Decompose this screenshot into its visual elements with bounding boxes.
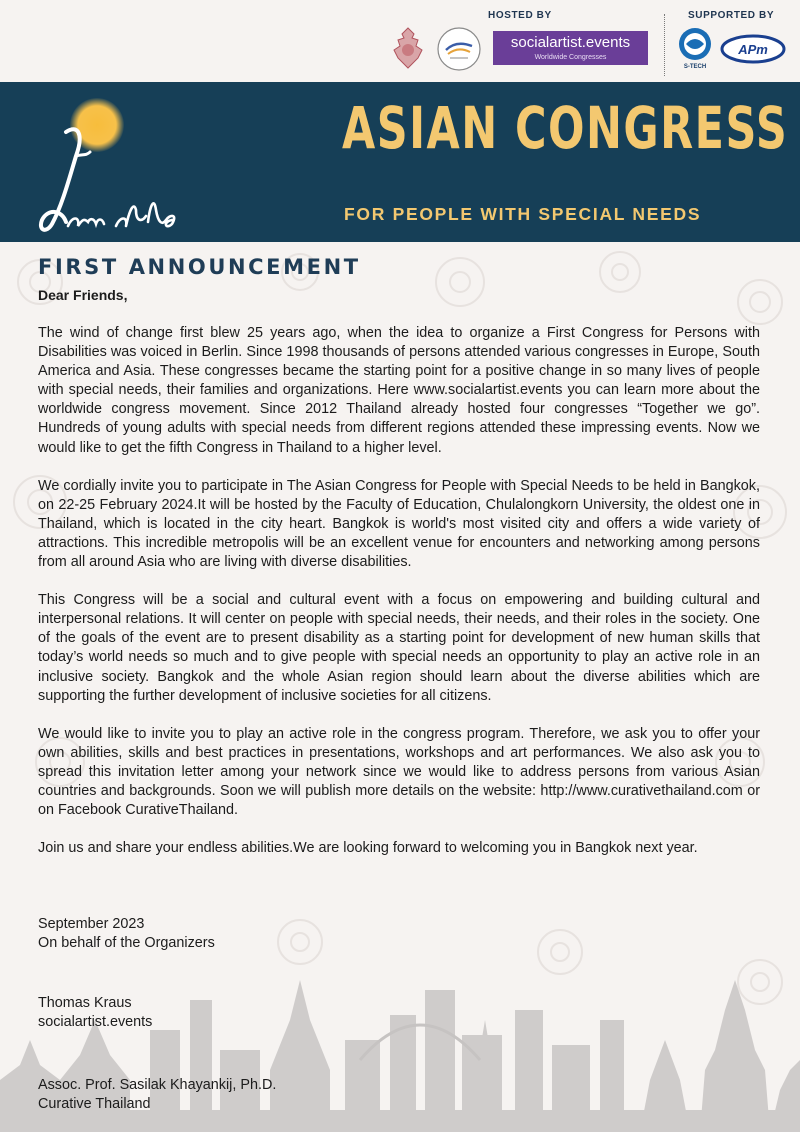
- hosted-by-label: HOSTED BY: [488, 10, 552, 21]
- signatory-name: Assoc. Prof. Sasilak Khayankij, Ph.D.: [38, 1077, 277, 1093]
- apm-logo-icon: [720, 34, 786, 64]
- signatory-org: Curative Thailand: [38, 1096, 151, 1112]
- sponsor-strip: [0, 0, 800, 82]
- first-announcement-heading: FIRST ANNOUNCEMENT: [38, 255, 361, 279]
- signatory-org: socialartist.events: [38, 1014, 153, 1030]
- svg-text:S-TECH: S-TECH: [683, 64, 707, 70]
- paragraph-congress-focus: This Congress will be a social and cultural event with a focus on empowering and building cultural and interpersonal relations. It will center on people with special needs, their needs, and their roles in the society. One of the goals of the event are to present disability as a starting point for development of new human skills that today’s world needs so much and to give people with special needs an opportunity to play an active role in an inclusive society. Bangkok and the whole Asian region should learn about the diverse abilities which are supporting the further development of inclusive societies for all citizens.: [38, 592, 760, 704]
- letter-date: September 2023: [38, 916, 145, 932]
- congress-subtitle: FOR PEOPLE WITH SPECIAL NEEDS: [344, 204, 702, 224]
- paragraph-participation: We would like to invite you to play an active role in the congress program. Therefore, we ask you to offer your own abilities, skills and best practices in presentations, workshops and art performances. We also ask you to spread this invitation letter among your network since we would like to address persons from various Asian countries and backgrounds. Soon we will publish more details on the website: http://www.curativethailand.com or on Facebook CurativeThailand.: [38, 725, 760, 819]
- paragraph-history: The wind of change first blew 25 years ago, when the idea to organize a First Congress for Persons with Disabilities was voiced in Berlin. Since 1998 thousands of persons attended various congresses in Europe, South America and Asia. These congresses became the starting point for a positive change in so many lives of people with special needs, their families and organizations. Here www.socialartist.events you can learn more about the worldwide congress movement. Since 2012 Thailand already hosted four congresses “Together we go”. Hundreds of young adults with special needs from different regions attended these impressing events. Now we would like to get the fifth Congress in Thailand to a higher level.: [38, 325, 760, 456]
- university-seal-icon: [388, 26, 428, 70]
- svg-text:APm: APm: [738, 42, 768, 57]
- congress-banner: [0, 82, 800, 242]
- salutation: Dear Friends,: [38, 287, 128, 303]
- sponsor-divider: [664, 14, 665, 76]
- on-behalf-line: On behalf of the Organizers: [38, 935, 215, 951]
- letter-body: [38, 252, 760, 858]
- socialartist-name: socialartist.events: [510, 34, 631, 51]
- curative-logo-icon: [436, 26, 482, 72]
- congress-title: ASIAN CONGRESS: [342, 94, 789, 162]
- paragraph-closing: Join us and share your endless abilities.We are looking forward to welcoming you in Bangkok next year.: [38, 840, 698, 857]
- s-tech-logo-icon: [676, 26, 714, 74]
- supported-by-label: SUPPORTED BY: [688, 10, 775, 21]
- i-am-able-logo: [32, 126, 182, 238]
- socialartist-logo: [493, 31, 648, 65]
- paragraph-invitation: We cordially invite you to participate in The Asian Congress for People with Special Needs to be held in Bangkok, on 22-25 February 2024.It will be hosted by the Faculty of Education, Chulalongkorn University, the oldest one in Thailand, which is located in the city heart. Bangkok is world's most visited city and offers a wide variety of attractions. This incredible metropolis will be an excellent venue for encounters and networking among persons from all around Asia who are living with diverse disabilities.: [38, 477, 760, 571]
- socialartist-tagline: Worldwide Congresses: [534, 54, 607, 61]
- signatory-name: Thomas Kraus: [38, 995, 132, 1011]
